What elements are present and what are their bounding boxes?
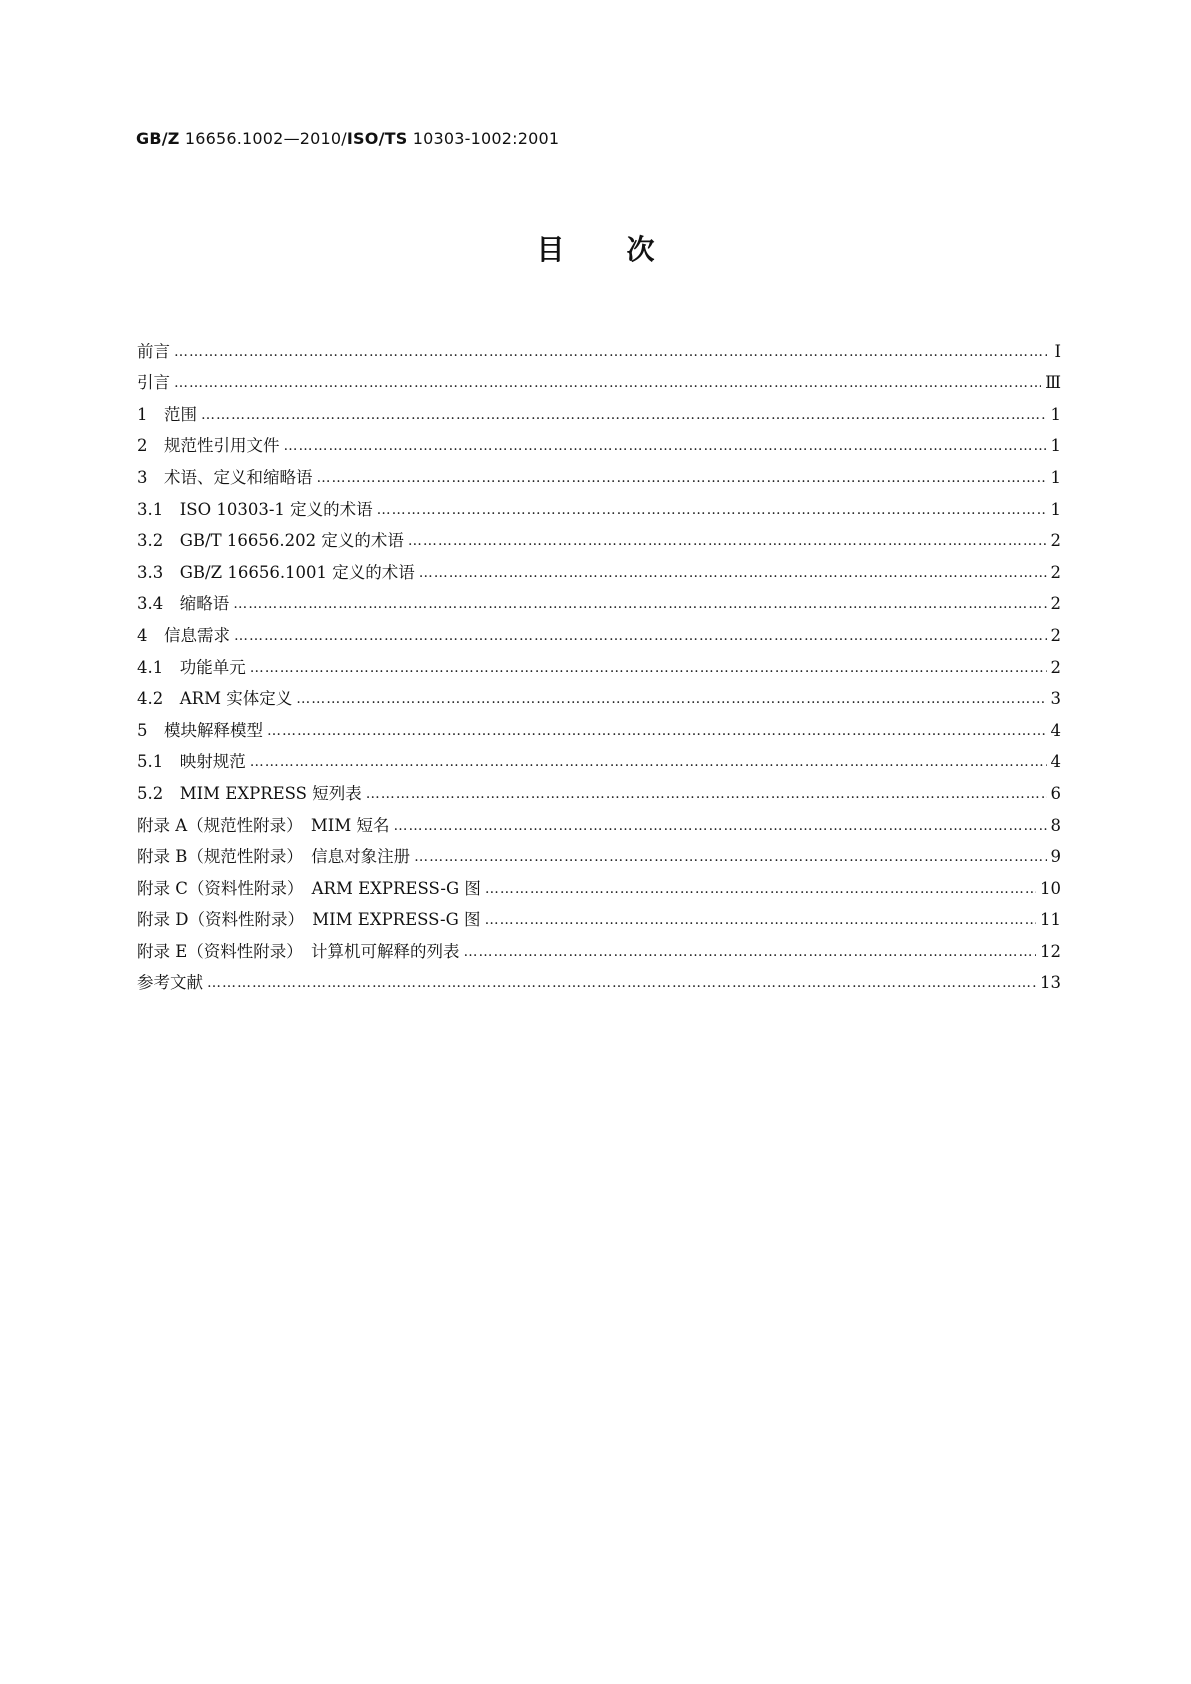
toc-dot-leader — [408, 531, 1047, 551]
toc-entry-number: 3 — [137, 467, 164, 487]
toc-entry-number: 5.2 — [137, 783, 180, 803]
toc-entry-number: 2 — [137, 436, 164, 456]
toc-entry-title: GB/T 16656.202 定义的术语 — [179, 531, 404, 551]
toc-entry-page: 6 — [1050, 783, 1061, 803]
toc-entry-title: 规范性引用文件 — [164, 436, 280, 456]
toc-entry-page: 4 — [1050, 752, 1061, 772]
toc-entry-title: 信息需求 — [164, 625, 230, 645]
toc-entry-page: 2 — [1050, 531, 1061, 551]
toc-entry-title: 附录 D（资料性附录） MIM EXPRESS-G 图 — [137, 910, 481, 930]
toc-entry-page: 1 — [1050, 467, 1061, 487]
toc-entry-title: 术语、定义和缩略语 — [164, 467, 313, 487]
toc-entry-page: Ⅰ — [1054, 341, 1061, 361]
toc-dot-leader — [464, 942, 1036, 962]
toc-entry-title: 附录 B（规范性附录） 信息对象注册 — [137, 847, 411, 867]
toc-entry-number: 4 — [137, 625, 164, 645]
toc-entry[interactable] — [137, 772, 1061, 804]
toc-dot-leader — [419, 563, 1047, 583]
toc-entry[interactable] — [137, 425, 1061, 457]
toc-entry[interactable] — [137, 709, 1061, 741]
toc-entry[interactable] — [137, 520, 1061, 552]
toc-dot-leader — [317, 468, 1047, 488]
toc-entry-page: 9 — [1050, 847, 1061, 867]
toc-entry-number: 3.4 — [137, 594, 180, 614]
toc-dot-leader — [284, 436, 1047, 456]
toc-entry-number: 5.1 — [137, 752, 180, 772]
toc-entry-page: 8 — [1050, 815, 1061, 835]
toc-dot-leader — [366, 784, 1047, 804]
toc-entry-page: 13 — [1040, 973, 1061, 993]
toc-entry[interactable] — [137, 899, 1061, 931]
toc-entry-title: 附录 E（资料性附录） 计算机可解释的列表 — [137, 941, 460, 961]
toc-dot-leader — [414, 847, 1046, 867]
toc-entry-title: 附录 A（规范性附录） MIM 短名 — [137, 815, 390, 835]
toc-entry-page: 2 — [1050, 594, 1061, 614]
toc-entry-title: ARM 实体定义 — [179, 689, 293, 709]
toc-dot-leader — [267, 721, 1047, 741]
toc-dot-leader — [201, 405, 1047, 425]
toc-dot-leader — [485, 910, 1036, 930]
toc-entry-title: 参考文献 — [137, 973, 203, 993]
toc-entry[interactable] — [137, 836, 1061, 868]
iso-number: 10303-1002:2001 — [407, 129, 560, 148]
toc-entry-page: 4 — [1050, 720, 1061, 740]
toc-entry[interactable] — [137, 330, 1061, 362]
toc-entry[interactable] — [137, 393, 1061, 425]
toc-entry-number: 4.1 — [137, 657, 180, 677]
toc-entry-page: Ⅲ — [1045, 373, 1061, 393]
toc-entry-number: 3.2 — [137, 531, 180, 551]
toc-entry-title: 附录 C（资料性附录） ARM EXPRESS-G 图 — [137, 878, 481, 898]
toc-dot-leader — [377, 500, 1047, 520]
toc-entry-number: 3.1 — [137, 499, 180, 519]
toc-entry-page: 12 — [1040, 941, 1061, 961]
toc-dot-leader — [234, 626, 1047, 646]
toc-entry-page: 1 — [1050, 404, 1061, 424]
toc-dot-leader — [393, 816, 1046, 836]
toc-entry-title: GB/Z 16656.1001 定义的术语 — [179, 562, 415, 582]
toc-entry[interactable] — [137, 930, 1061, 962]
toc-entry-page: 3 — [1050, 689, 1061, 709]
toc-entry[interactable] — [137, 867, 1061, 899]
toc-entry-number: 5 — [137, 720, 164, 740]
toc-dot-leader — [485, 879, 1036, 899]
toc-dot-leader — [174, 373, 1041, 393]
toc-entry-title: 缩略语 — [179, 594, 230, 614]
toc-dot-leader — [233, 594, 1046, 614]
toc-dot-leader — [296, 689, 1046, 709]
toc-dot-leader — [174, 342, 1047, 362]
toc-dot-leader — [250, 658, 1047, 678]
toc-entry-title: 功能单元 — [179, 657, 246, 677]
toc-entry[interactable] — [137, 614, 1061, 646]
toc-entry-page: 2 — [1050, 562, 1061, 582]
toc-entry-title: ISO 10303-1 定义的术语 — [179, 499, 373, 519]
toc-entry-title: MIM EXPRESS 短列表 — [179, 783, 362, 803]
toc-entry-page: 10 — [1040, 878, 1061, 898]
page-title: 目次 — [536, 233, 717, 266]
toc-entry-page: 1 — [1050, 436, 1061, 456]
toc-entry-title: 前言 — [137, 341, 170, 361]
toc-entry-page: 11 — [1040, 910, 1061, 930]
iso-prefix: ISO/TS — [346, 129, 408, 148]
toc-dot-leader — [207, 973, 1036, 993]
toc-entry-number: 1 — [137, 404, 164, 424]
toc-entry[interactable] — [137, 741, 1061, 773]
toc-entry[interactable] — [137, 488, 1061, 520]
toc-entry-title: 范围 — [164, 404, 197, 424]
toc-entry[interactable] — [137, 456, 1061, 488]
standard-prefix: GB/Z — [136, 129, 180, 148]
toc-entry[interactable] — [137, 678, 1061, 710]
toc-entry[interactable] — [137, 362, 1061, 394]
toc-entry[interactable] — [137, 962, 1061, 994]
toc-entry-number: 4.2 — [137, 689, 180, 709]
toc-entry-title: 映射规范 — [179, 752, 246, 772]
toc-entry-page: 1 — [1050, 499, 1061, 519]
toc-entry-page: 2 — [1050, 657, 1061, 677]
table-of-contents — [137, 330, 1061, 993]
toc-entry[interactable] — [137, 583, 1061, 615]
toc-entry[interactable] — [137, 646, 1061, 678]
toc-entry[interactable] — [137, 804, 1061, 836]
toc-entry-title: 模块解释模型 — [164, 720, 263, 740]
toc-entry[interactable] — [137, 551, 1061, 583]
toc-entry-page: 2 — [1050, 625, 1061, 645]
document-standard-number — [136, 129, 559, 148]
toc-entry-number: 3.3 — [137, 562, 180, 582]
standard-number: 16656.1002—2010/ — [179, 129, 347, 148]
toc-entry-title: 引言 — [137, 373, 170, 393]
toc-dot-leader — [250, 752, 1047, 772]
